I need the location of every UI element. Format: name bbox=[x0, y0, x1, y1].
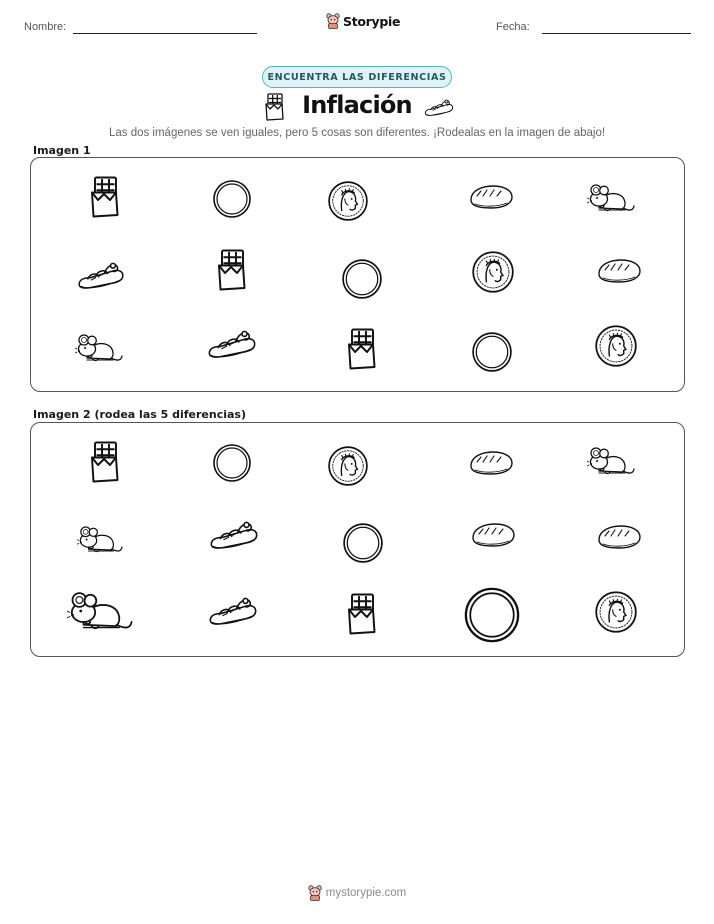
brand-name: Storypie bbox=[343, 13, 401, 29]
sandal-icon bbox=[209, 517, 259, 551]
sandal-icon bbox=[77, 258, 125, 291]
footer bbox=[0, 885, 714, 901]
emperor-coin-icon bbox=[594, 324, 638, 368]
emperor-coin-icon bbox=[327, 445, 369, 487]
image1-panel bbox=[30, 157, 685, 392]
page-title: Inflación bbox=[302, 91, 412, 119]
mouse-icon bbox=[587, 441, 635, 481]
storypie-mascot-icon bbox=[326, 13, 340, 29]
coin-icon bbox=[212, 443, 252, 483]
chocolate-icon bbox=[343, 591, 379, 637]
mouse-icon bbox=[75, 328, 123, 368]
chocolate-icon bbox=[262, 92, 286, 122]
emperor-coin-icon bbox=[471, 250, 515, 294]
image2-label: Imagen 2 (rodea las 5 diferencias) bbox=[33, 408, 247, 421]
chocolate-icon bbox=[213, 247, 249, 293]
coin-icon bbox=[463, 586, 521, 644]
name-label: Nombre: bbox=[24, 21, 67, 33]
chocolate-icon bbox=[86, 439, 122, 485]
bread-icon bbox=[469, 520, 517, 550]
chocolate-icon bbox=[86, 174, 122, 220]
name-field[interactable] bbox=[73, 33, 257, 34]
instructions: Las dos imágenes se ven iguales, pero 5 cosas son diferentes. ¡Rodealas en la imagen de abajo! bbox=[108, 127, 606, 139]
coin-icon bbox=[341, 258, 383, 300]
bread-icon bbox=[595, 256, 643, 286]
footer-url[interactable]: mystorypie.com bbox=[325, 887, 407, 899]
mouse-icon bbox=[77, 520, 123, 559]
sandal-icon bbox=[208, 593, 258, 627]
coin-icon bbox=[212, 179, 252, 219]
coin-icon bbox=[471, 331, 513, 373]
chocolate-icon bbox=[343, 326, 379, 372]
image2-panel bbox=[30, 422, 685, 657]
mouse-icon bbox=[67, 583, 133, 639]
image1-label: Imagen 1 bbox=[33, 144, 91, 157]
date-label: Fecha: bbox=[496, 21, 530, 33]
sandal-icon bbox=[207, 326, 257, 360]
storypie-mascot-icon bbox=[308, 885, 322, 901]
sandal-icon bbox=[424, 96, 454, 118]
coin-icon bbox=[342, 522, 384, 564]
brand-logo bbox=[326, 13, 400, 29]
activity-badge: ENCUENTRA LAS DIFERENCIAS bbox=[262, 66, 452, 88]
mouse-icon bbox=[587, 178, 635, 218]
emperor-coin-icon bbox=[327, 180, 369, 222]
emperor-coin-icon bbox=[594, 590, 638, 634]
date-field[interactable] bbox=[542, 33, 691, 34]
bread-icon bbox=[467, 182, 515, 212]
bread-icon bbox=[595, 522, 643, 552]
bread-icon bbox=[467, 448, 515, 478]
